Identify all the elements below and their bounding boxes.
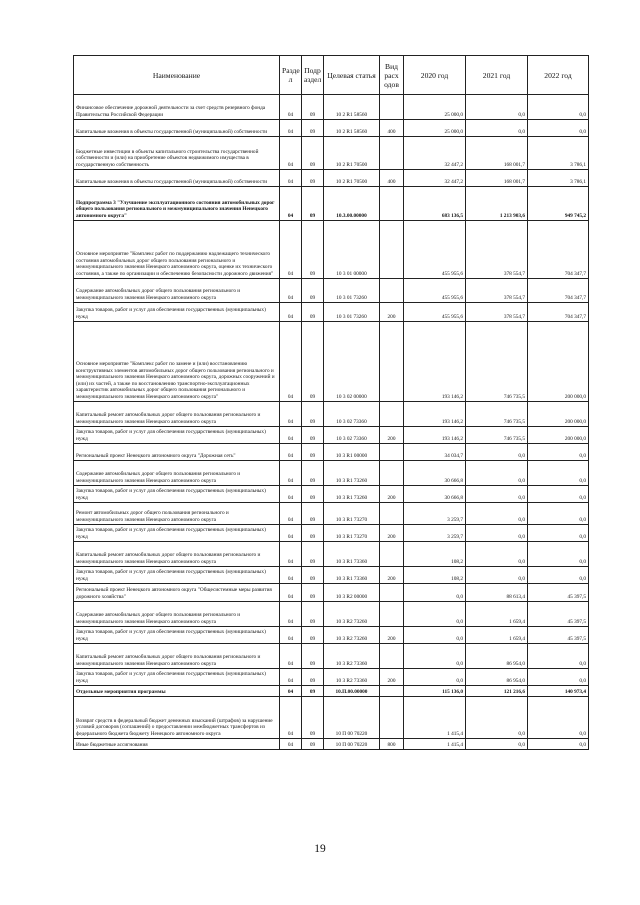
row-name: Закупка товаров, работ и услуг для обеспечения государственных (муниципальных) нужд [74, 627, 280, 644]
row-statya: 10 3 R1 73270 [324, 525, 380, 542]
table-row [74, 427, 589, 444]
table-row [74, 303, 589, 322]
row-name: Капитальный ремонт автомобильных дорог общего пользования регионального и межмуниципального значения Ненецкого автономного округа [74, 542, 280, 567]
row-statya: 10 3 R2 73260 [324, 627, 380, 644]
row-razdel: 04 [280, 187, 302, 221]
row-statya: 10 2 R1 58560 [324, 120, 380, 137]
row-value-2020: 32 447,2 [404, 137, 466, 170]
row-razdel: 04 [280, 322, 302, 402]
row-value-2021: 0,0 [466, 444, 528, 461]
row-name: Содержание автомобильных дорог общего пользования регионального и межмуниципального значения Ненецкого автономного округа [74, 461, 280, 486]
row-podrazdel: 09 [302, 187, 324, 221]
row-value-2020: 683 136,5 [404, 187, 466, 221]
row-razdel: 04 [280, 686, 302, 697]
row-value-2022: 0,0 [528, 739, 589, 750]
table-row [74, 187, 589, 221]
row-statya: 10 3 01 73260 [324, 279, 380, 303]
row-value-2022: 0,0 [528, 503, 589, 525]
row-statya: 10 3 R2 00000 [324, 584, 380, 602]
row-value-2020: 115 136,0 [404, 686, 466, 697]
row-value-2022: 0,0 [528, 444, 589, 461]
row-value-2020: 0,0 [404, 584, 466, 602]
table-row [74, 279, 589, 303]
row-name: Закупка товаров, работ и услуг для обеспечения государственных (муниципальных) нужд [74, 669, 280, 686]
row-value-2020: 455 955,6 [404, 279, 466, 303]
row-podrazdel: 09 [302, 503, 324, 525]
row-podrazdel: 09 [302, 95, 324, 120]
row-name: Закупка товаров, работ и услуг для обеспечения государственных (муниципальных) нужд [74, 486, 280, 503]
row-name: Закупка товаров, работ и услуг для обеспечения государственных (муниципальных) нужд [74, 303, 280, 322]
row-podrazdel: 09 [302, 602, 324, 627]
row-statya: 10 3 R2 73360 [324, 669, 380, 686]
row-value-2021: 378 554,7 [466, 279, 528, 303]
header-vid: Вид расх одов [380, 56, 404, 95]
table-row [74, 627, 589, 644]
table-row [74, 669, 589, 686]
row-name: Отдельные мероприятия программы [74, 686, 280, 697]
row-name: Региональный проект Ненецкого автономного округа "Дорожная сеть" [74, 444, 280, 461]
row-value-2020: 193 146,2 [404, 402, 466, 427]
row-razdel: 04 [280, 697, 302, 739]
row-statya: 10 3 R1 00000 [324, 444, 380, 461]
row-value-2020: 34 034,7 [404, 444, 466, 461]
row-statya: 10 2 R1 70500 [324, 170, 380, 187]
row-statya: 10 3 R1 73260 [324, 461, 380, 486]
row-razdel: 04 [280, 95, 302, 120]
header-podrazdel: Подр аздел [302, 56, 324, 95]
row-statya: 10 3 01 00000 [324, 221, 380, 279]
row-value-2022: 0,0 [528, 567, 589, 584]
header-razdel: Разде л [280, 56, 302, 95]
row-razdel: 04 [280, 427, 302, 444]
row-value-2021: 0,0 [466, 120, 528, 137]
table-row [74, 739, 589, 750]
row-value-2021: 0,0 [466, 486, 528, 503]
table-row [74, 461, 589, 486]
row-vid: 200 [380, 669, 404, 686]
row-podrazdel: 09 [302, 584, 324, 602]
row-razdel: 04 [280, 303, 302, 322]
row-value-2021: 378 554,7 [466, 221, 528, 279]
row-vid [380, 686, 404, 697]
row-value-2022: 704 347,7 [528, 279, 589, 303]
row-value-2021: 0,0 [466, 503, 528, 525]
row-podrazdel: 09 [302, 525, 324, 542]
table-row [74, 486, 589, 503]
table-header-row [74, 56, 589, 95]
row-name: Капитальные вложения в объекты государственной (муниципальной) собственности [74, 170, 280, 187]
row-statya: 10 П 00 70220 [324, 697, 380, 739]
row-value-2021: 0,0 [466, 567, 528, 584]
row-vid [380, 697, 404, 739]
row-vid: 400 [380, 120, 404, 137]
row-statya: 10 П 00 70220 [324, 739, 380, 750]
row-razdel: 04 [280, 221, 302, 279]
table-row [74, 567, 589, 584]
row-name: Основное мероприятие "Комплекс работ по замене и (или) восстановлению конструктивных элементов автомобильных дорог общего пользования регионального и межмуниципального значения Ненецкого автономного округа, дорожных сооружений и (или) их частей, а также по восстановлению транспортно-эксплуатационных характеристик автомобильных дорог общего пользования регионального и межмуниципального значения Ненецкого автономного округа" [74, 322, 280, 402]
row-value-2020: 32 447,2 [404, 170, 466, 187]
row-value-2021: 0,0 [466, 739, 528, 750]
row-name: Иные бюджетные ассигнования [74, 739, 280, 750]
row-vid: 200 [380, 486, 404, 503]
table-row [74, 221, 589, 279]
row-value-2022: 0,0 [528, 461, 589, 486]
row-statya: 10 2 R1 58560 [324, 95, 380, 120]
row-podrazdel: 09 [302, 644, 324, 669]
row-podrazdel: 09 [302, 137, 324, 170]
row-statya: 10 3 R2 73360 [324, 644, 380, 669]
row-vid [380, 402, 404, 427]
row-value-2022: 200 000,0 [528, 322, 589, 402]
row-razdel: 04 [280, 584, 302, 602]
row-vid [380, 221, 404, 279]
row-podrazdel: 09 [302, 739, 324, 750]
row-value-2022: 704 347,7 [528, 303, 589, 322]
row-value-2022: 704 347,7 [528, 221, 589, 279]
table-body [74, 95, 589, 750]
row-razdel: 04 [280, 644, 302, 669]
row-razdel: 04 [280, 444, 302, 461]
row-razdel: 04 [280, 402, 302, 427]
row-vid: 200 [380, 627, 404, 644]
row-vid [380, 503, 404, 525]
row-vid [380, 95, 404, 120]
row-value-2020: 455 955,6 [404, 303, 466, 322]
row-razdel: 04 [280, 567, 302, 584]
row-vid [380, 187, 404, 221]
row-statya: 10.П.00.00000 [324, 686, 380, 697]
header-statya: Целевая статья [324, 56, 380, 95]
row-value-2020: 0,0 [404, 602, 466, 627]
row-podrazdel: 09 [302, 427, 324, 444]
table-row [74, 584, 589, 602]
row-value-2021: 0,0 [466, 95, 528, 120]
row-podrazdel: 09 [302, 686, 324, 697]
row-name: Закупка товаров, работ и услуг для обеспечения государственных (муниципальных) нужд [74, 567, 280, 584]
row-podrazdel: 09 [302, 486, 324, 503]
table-row [74, 525, 589, 542]
row-vid [380, 461, 404, 486]
row-value-2021: 168 001,7 [466, 137, 528, 170]
row-vid [380, 644, 404, 669]
row-name: Капитальные вложения в объекты государственной (муниципальной) собственности [74, 120, 280, 137]
row-razdel: 04 [280, 542, 302, 567]
budget-table [73, 55, 589, 750]
row-name: Капитальный ремонт автомобильных дорог общего пользования регионального и межмуниципального значения Ненецкого автономного округа [74, 644, 280, 669]
row-value-2022: 200 000,0 [528, 427, 589, 444]
row-statya: 10 3 R1 73270 [324, 503, 380, 525]
row-value-2020: 108,2 [404, 567, 466, 584]
row-value-2020: 455 955,6 [404, 221, 466, 279]
table-row [74, 697, 589, 739]
row-razdel: 04 [280, 461, 302, 486]
row-podrazdel: 09 [302, 567, 324, 584]
row-vid: 200 [380, 303, 404, 322]
row-value-2022: 200 000,0 [528, 402, 589, 427]
row-podrazdel: 09 [302, 697, 324, 739]
row-vid: 800 [380, 739, 404, 750]
row-value-2022: 0,0 [528, 697, 589, 739]
row-razdel: 04 [280, 739, 302, 750]
row-value-2022: 0,0 [528, 120, 589, 137]
row-value-2020: 30 666,8 [404, 461, 466, 486]
row-vid [380, 542, 404, 567]
row-value-2021: 86 954,0 [466, 669, 528, 686]
row-value-2020: 1 415,4 [404, 697, 466, 739]
row-value-2022: 45 397,5 [528, 584, 589, 602]
row-razdel: 04 [280, 602, 302, 627]
row-value-2022: 3 786,1 [528, 170, 589, 187]
row-name: Финансовое обеспечение дорожной деятельности за счет средств резервного фонда Правительства Российской Федерации [74, 95, 280, 120]
row-value-2021: 0,0 [466, 542, 528, 567]
row-statya: 10 3 01 73260 [324, 303, 380, 322]
row-vid [380, 584, 404, 602]
row-name: Закупка товаров, работ и услуг для обеспечения государственных (муниципальных) нужд [74, 427, 280, 444]
row-vid: 400 [380, 170, 404, 187]
row-value-2020: 193 146,2 [404, 427, 466, 444]
row-value-2022: 0,0 [528, 644, 589, 669]
table-row [74, 602, 589, 627]
row-razdel: 04 [280, 120, 302, 137]
row-value-2020: 0,0 [404, 627, 466, 644]
row-value-2021: 746 735,5 [466, 402, 528, 427]
row-value-2022: 0,0 [528, 525, 589, 542]
row-name: Ремонт автомобильных дорог общего пользования регионального и межмуниципального значения Ненецкого автономного округа [74, 503, 280, 525]
row-value-2021: 746 735,5 [466, 427, 528, 444]
row-vid [380, 602, 404, 627]
row-value-2021: 1 659,4 [466, 602, 528, 627]
table-row [74, 542, 589, 567]
row-razdel: 04 [280, 486, 302, 503]
row-name: Закупка товаров, работ и услуг для обеспечения государственных (муниципальных) нужд [74, 525, 280, 542]
row-razdel: 04 [280, 627, 302, 644]
row-podrazdel: 09 [302, 461, 324, 486]
row-value-2022: 3 786,1 [528, 137, 589, 170]
table-row [74, 137, 589, 170]
header-name: Наименование [74, 56, 280, 95]
row-value-2021: 121 216,6 [466, 686, 528, 697]
row-vid [380, 137, 404, 170]
row-value-2021: 86 954,0 [466, 644, 528, 669]
row-value-2022: 140 973,4 [528, 686, 589, 697]
row-razdel: 04 [280, 669, 302, 686]
table-row [74, 402, 589, 427]
row-razdel: 04 [280, 137, 302, 170]
row-podrazdel: 09 [302, 402, 324, 427]
header-2022: 2022 год [528, 56, 589, 95]
row-podrazdel: 09 [302, 221, 324, 279]
row-statya: 10 3 02 73360 [324, 427, 380, 444]
row-razdel: 04 [280, 525, 302, 542]
row-value-2022: 0,0 [528, 95, 589, 120]
row-value-2020: 30 666,8 [404, 486, 466, 503]
row-value-2022: 45 397,5 [528, 627, 589, 644]
row-value-2021: 1 213 903,6 [466, 187, 528, 221]
row-podrazdel: 09 [302, 120, 324, 137]
table-row [74, 95, 589, 120]
row-statya: 10 3 R1 73360 [324, 567, 380, 584]
row-value-2020: 25 000,0 [404, 95, 466, 120]
row-value-2021: 746 735,5 [466, 322, 528, 402]
row-value-2020: 3 259,7 [404, 503, 466, 525]
row-value-2022: 45 397,5 [528, 602, 589, 627]
row-value-2021: 378 554,7 [466, 303, 528, 322]
row-vid: 200 [380, 427, 404, 444]
row-podrazdel: 09 [302, 303, 324, 322]
row-value-2022: 949 745,2 [528, 187, 589, 221]
row-statya: 10 3 02 00000 [324, 322, 380, 402]
row-razdel: 04 [280, 170, 302, 187]
row-value-2021: 0,0 [466, 697, 528, 739]
row-value-2021: 88 613,4 [466, 584, 528, 602]
row-vid: 200 [380, 525, 404, 542]
row-value-2020: 108,2 [404, 542, 466, 567]
table-row [74, 322, 589, 402]
row-statya: 10 3 R1 73260 [324, 486, 380, 503]
row-value-2020: 193 146,2 [404, 322, 466, 402]
row-value-2022: 0,0 [528, 542, 589, 567]
row-statya: 10 3 02 73360 [324, 402, 380, 427]
row-value-2020: 3 259,7 [404, 525, 466, 542]
header-2020: 2020 год [404, 56, 466, 95]
row-podrazdel: 09 [302, 170, 324, 187]
row-name: Бюджетные инвестиции в объекты капитального строительства государственной собственности и (или) на приобретение объектов недвижимого имущества в государственную собственность [74, 137, 280, 170]
row-value-2020: 1 415,4 [404, 739, 466, 750]
row-podrazdel: 09 [302, 444, 324, 461]
row-name: Возврат средств в федеральный бюджет денежных взысканий (штрафов) за нарушение условий договоров (соглашений) о предоставлении межбюджетных трансфертов из федерального бюджета бюджету Ненецкого автономного округа [74, 697, 280, 739]
table-row [74, 686, 589, 697]
row-statya: 10.3.00.00000 [324, 187, 380, 221]
row-value-2021: 0,0 [466, 461, 528, 486]
table-row [74, 503, 589, 525]
page-number: 19 [314, 843, 326, 855]
row-value-2021: 1 659,4 [466, 627, 528, 644]
row-value-2020: 25 000,0 [404, 120, 466, 137]
row-razdel: 04 [280, 279, 302, 303]
row-name: Региональный проект Ненецкого автономного округа "Общесистемные меры развития дорожного хозяйства" [74, 584, 280, 602]
row-value-2022: 0,0 [528, 486, 589, 503]
row-podrazdel: 09 [302, 279, 324, 303]
row-razdel: 04 [280, 503, 302, 525]
row-statya: 10 3 R1 73360 [324, 542, 380, 567]
row-value-2022: 0,0 [528, 669, 589, 686]
row-name: Основное мероприятие "Комплекс работ по поддержанию надлежащего технического состояния автомобильных дорог общего пользования регионального и межмуниципального значения Ненецкого автономного округа, оценке их технического состояния, а также по организации и обеспечению безопасности дорожного движения" [74, 221, 280, 279]
row-podrazdel: 09 [302, 669, 324, 686]
header-2021: 2021 год [466, 56, 528, 95]
table-row [74, 120, 589, 137]
row-name: Капитальный ремонт автомобильных дорог общего пользования регионального и межмуниципального значения Ненецкого автономного округа [74, 402, 280, 427]
row-name: Содержание автомобильных дорог общего пользования регионального и межмуниципального значения Ненецкого автономного округа [74, 279, 280, 303]
table-row [74, 444, 589, 461]
table-row [74, 644, 589, 669]
row-value-2021: 0,0 [466, 525, 528, 542]
row-name: Содержание автомобильных дорог общего пользования регионального и межмуниципального значения Ненецкого автономного округа [74, 602, 280, 627]
row-statya: 10 3 R2 73260 [324, 602, 380, 627]
table-row [74, 170, 589, 187]
row-podrazdel: 09 [302, 542, 324, 567]
row-podrazdel: 09 [302, 322, 324, 402]
row-value-2020: 0,0 [404, 669, 466, 686]
row-vid [380, 279, 404, 303]
row-vid [380, 444, 404, 461]
row-vid: 200 [380, 567, 404, 584]
row-name: Подпрограмма 3 "Улучшение эксплуатационного состояния автомобильных дорог общего пользования регионального и межмуниципального значения Ненецкого автономного округа" [74, 187, 280, 221]
row-podrazdel: 09 [302, 627, 324, 644]
row-value-2020: 0,0 [404, 644, 466, 669]
row-value-2021: 168 001,7 [466, 170, 528, 187]
row-statya: 10 2 R1 70500 [324, 137, 380, 170]
row-vid [380, 322, 404, 402]
